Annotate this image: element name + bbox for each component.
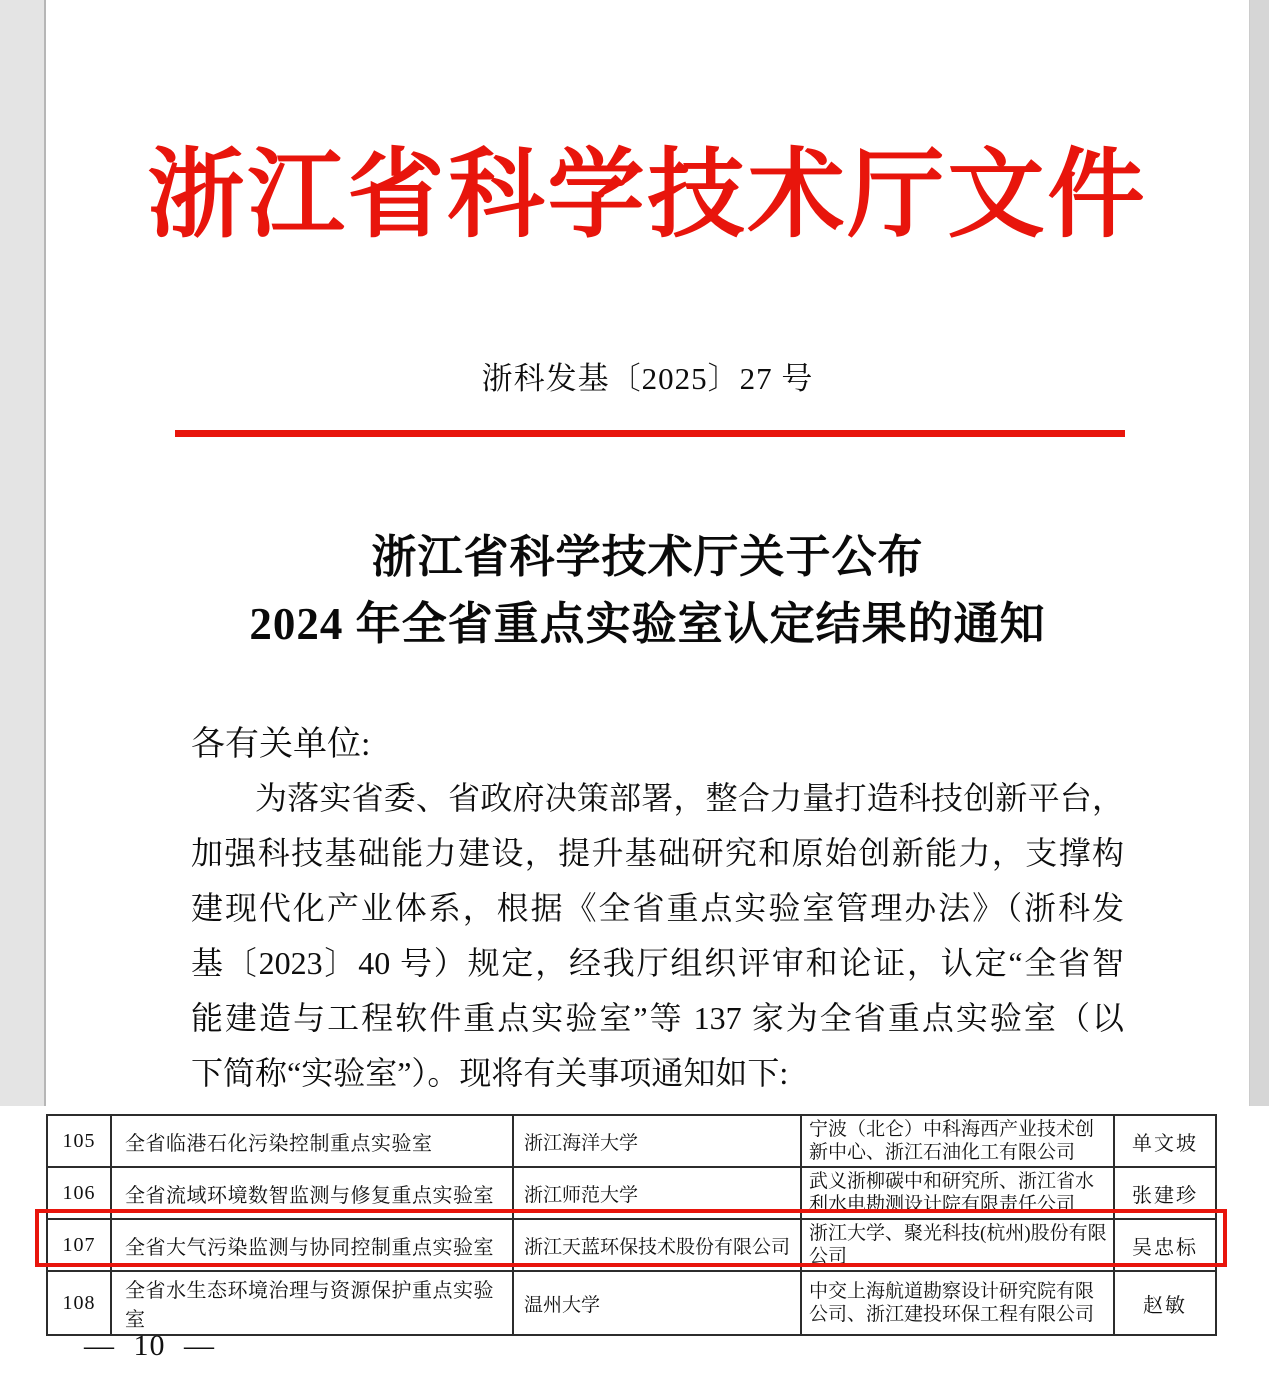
table-section (0, 1106, 1269, 1386)
cell-no: 106 (47, 1167, 111, 1219)
table-row (47, 1271, 1216, 1335)
cell-institution: 浙江天蓝环保技术股份有限公司 (513, 1219, 801, 1271)
body-line: 为落实省委、省政府决策部署，整合力量打造科技创新平台， (255, 780, 1124, 816)
body-line: 建现代化产业体系，根据《全省重点实验室管理办法》（浙科发 (191, 890, 1124, 926)
document-number: 浙科发基〔2025〕27 号 (481, 361, 814, 396)
body-line: 下简称“实验室”）。现将有关事项通知如下: (191, 1055, 789, 1091)
body-line: 加强科技基础能力建设，提升基础研究和原始创新能力，支撑构 (191, 835, 1124, 871)
cell-director: 张建珍 (1114, 1167, 1216, 1219)
notice-title-line1: 浙江省科学技术厅关于公布 (371, 532, 924, 582)
cell-lab: 全省流域环境数智监测与修复重点实验室 (111, 1167, 513, 1219)
table-row (47, 1115, 1216, 1167)
red-divider-line (175, 430, 1125, 437)
background-right-margin (1247, 0, 1269, 1108)
cell-institution: 浙江师范大学 (513, 1167, 801, 1219)
cell-lab: 全省临港石化污染控制重点实验室 (111, 1115, 513, 1167)
cell-director: 吴忠标 (1114, 1219, 1216, 1271)
body-line: 基〔2023〕40 号）规定，经我厅组织评审和论证，认定“全省智 (191, 945, 1124, 981)
cell-partners: 宁波（北仑）中科海西产业技术创新中心、浙江石油化工有限公司 (801, 1115, 1114, 1167)
salutation: 各有关单位: (191, 726, 371, 763)
table-row-highlighted (47, 1219, 1216, 1271)
notice-title (46, 524, 1249, 658)
cell-lab: 全省大气污染监测与协同控制重点实验室 (111, 1219, 513, 1271)
cell-institution: 温州大学 (513, 1271, 801, 1335)
cell-no: 107 (47, 1219, 111, 1271)
cell-institution: 浙江海洋大学 (513, 1115, 801, 1167)
cell-director: 单文坡 (1114, 1115, 1216, 1167)
cell-partners: 武义浙柳碳中和研究所、浙江省水利水电勘测设计院有限责任公司 (801, 1167, 1114, 1219)
results-table (46, 1114, 1217, 1336)
agency-header-title: 浙江省科学技术厅文件 (147, 142, 1148, 249)
results-table-body (47, 1115, 1216, 1335)
page-number: — 10 — (84, 1329, 215, 1362)
cell-no: 108 (47, 1271, 111, 1335)
document-page (44, 0, 1250, 1108)
cell-partners: 中交上海航道勘察设计研究院有限公司、浙江建投环保工程有限公司 (801, 1271, 1114, 1335)
cell-partners: 浙江大学、聚光科技(杭州)股份有限公司 (801, 1219, 1114, 1271)
cell-lab: 全省水生态环境治理与资源保护重点实验室 (111, 1271, 513, 1335)
body-line: 能建造与工程软件重点实验室”等 137 家为全省重点实验室（以 (191, 1000, 1124, 1036)
body-paragraph (191, 771, 1124, 1101)
cell-no: 105 (47, 1115, 111, 1167)
cell-director: 赵敏 (1114, 1271, 1216, 1335)
notice-title-line2: 2024 年全省重点实验室认定结果的通知 (249, 599, 1046, 649)
table-row (47, 1167, 1216, 1219)
